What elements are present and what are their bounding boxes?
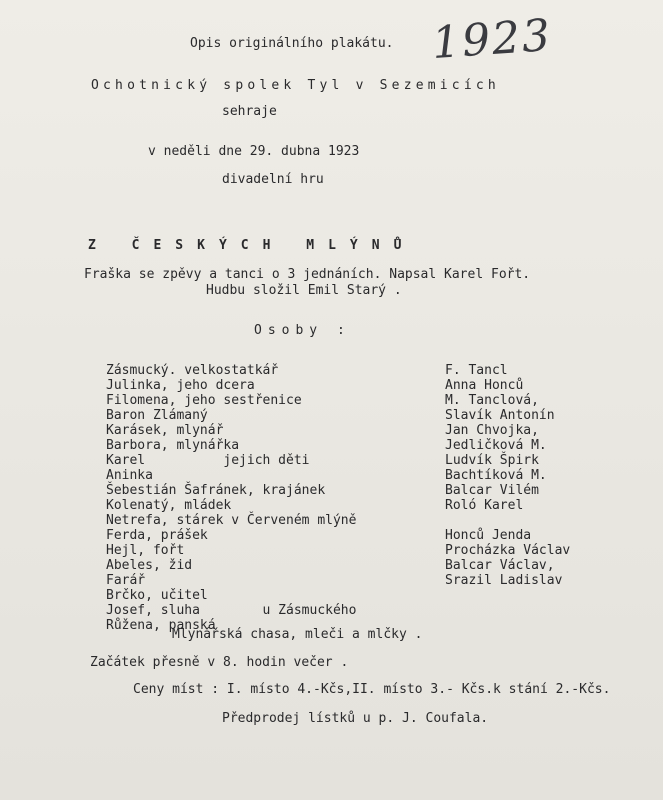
actor-name: Honců Jenda	[445, 528, 532, 543]
role-name: Šebestián Šafránek, krajánek	[106, 483, 326, 498]
actor-name: Anna Honců	[445, 378, 524, 393]
play-title: Z ČESKÝCH MLÝNŮ	[88, 238, 416, 253]
date-line: v neděli dne 29. dubna 1923	[148, 144, 360, 159]
verb-line: sehraje	[222, 104, 277, 119]
role-name: Filomena, jeho sestřenice	[106, 393, 302, 408]
actor-name: M. Tanclová,	[445, 393, 539, 408]
subtitle-author: Fraška se zpěvy a tanci o 3 jednáních. Napsal Karel Fořt.	[84, 267, 531, 282]
role-name: Růžena, panská	[106, 618, 216, 633]
actor-name: Ludvík Špirk	[445, 453, 539, 468]
role-name: Aninka	[106, 468, 153, 483]
role-name: Abeles, žid	[106, 558, 193, 573]
role-name: Brčko, učitel	[106, 588, 208, 603]
role-name: Kolenatý, mládek	[106, 498, 232, 513]
prices-line: Ceny míst : I. místo 4.-Kčs,II. místo 3.- Kčs.k stání 2.-Kčs.	[133, 682, 611, 697]
copy-note: Opis originálního plakátu.	[190, 36, 394, 51]
actor-name: F. Tancl	[445, 363, 508, 378]
role-name: Netrefa, stárek v Červeném mlýně	[106, 513, 357, 528]
chorus-line: Mlynářská chasa, mleči a mlčky .	[172, 627, 423, 642]
actor-name: Jedličková M.	[445, 438, 547, 453]
role-name: Karel jejich děti	[106, 453, 310, 468]
actor-name: Balcar Vilém	[445, 483, 539, 498]
cast-heading: Osoby :	[254, 323, 351, 338]
actor-name: Bachtíková M.	[445, 468, 547, 483]
role-name: Julinka, jeho dcera	[106, 378, 255, 393]
role-name: Baron Zlámaný	[106, 408, 208, 423]
role-name: Barbora, mlynářka	[106, 438, 240, 453]
actor-name: Roló Karel	[445, 498, 524, 513]
role-name: Farář	[106, 573, 146, 588]
actor-name: Slavík Antonín	[445, 408, 555, 423]
handwritten-year: 1923	[430, 9, 554, 70]
role-name: Josef, sluha u Zásmuckého	[106, 603, 357, 618]
presale-line: Předprodej lístků u p. J. Coufala.	[222, 711, 489, 726]
role-name: Karásek, mlynář	[106, 423, 224, 438]
actor-name: Procházka Václav	[445, 543, 571, 558]
play-type-line: divadelní hru	[222, 172, 324, 187]
actor-name: Jan Chvojka,	[445, 423, 539, 438]
actor-name: Srazil Ladislav	[445, 573, 563, 588]
start-time-line: Začátek přesně v 8. hodin večer .	[90, 655, 349, 670]
subtitle-music: Hudbu složil Emil Starý .	[206, 283, 402, 298]
role-name: Zásmucký. velkostatkář	[106, 363, 279, 378]
society-line: Ochotnický spolek Tyl v Sezemicích	[91, 78, 500, 93]
actor-name: Balcar Václav,	[445, 558, 555, 573]
role-name: Ferda, prášek	[106, 528, 208, 543]
role-name: Hejl, fořt	[106, 543, 185, 558]
